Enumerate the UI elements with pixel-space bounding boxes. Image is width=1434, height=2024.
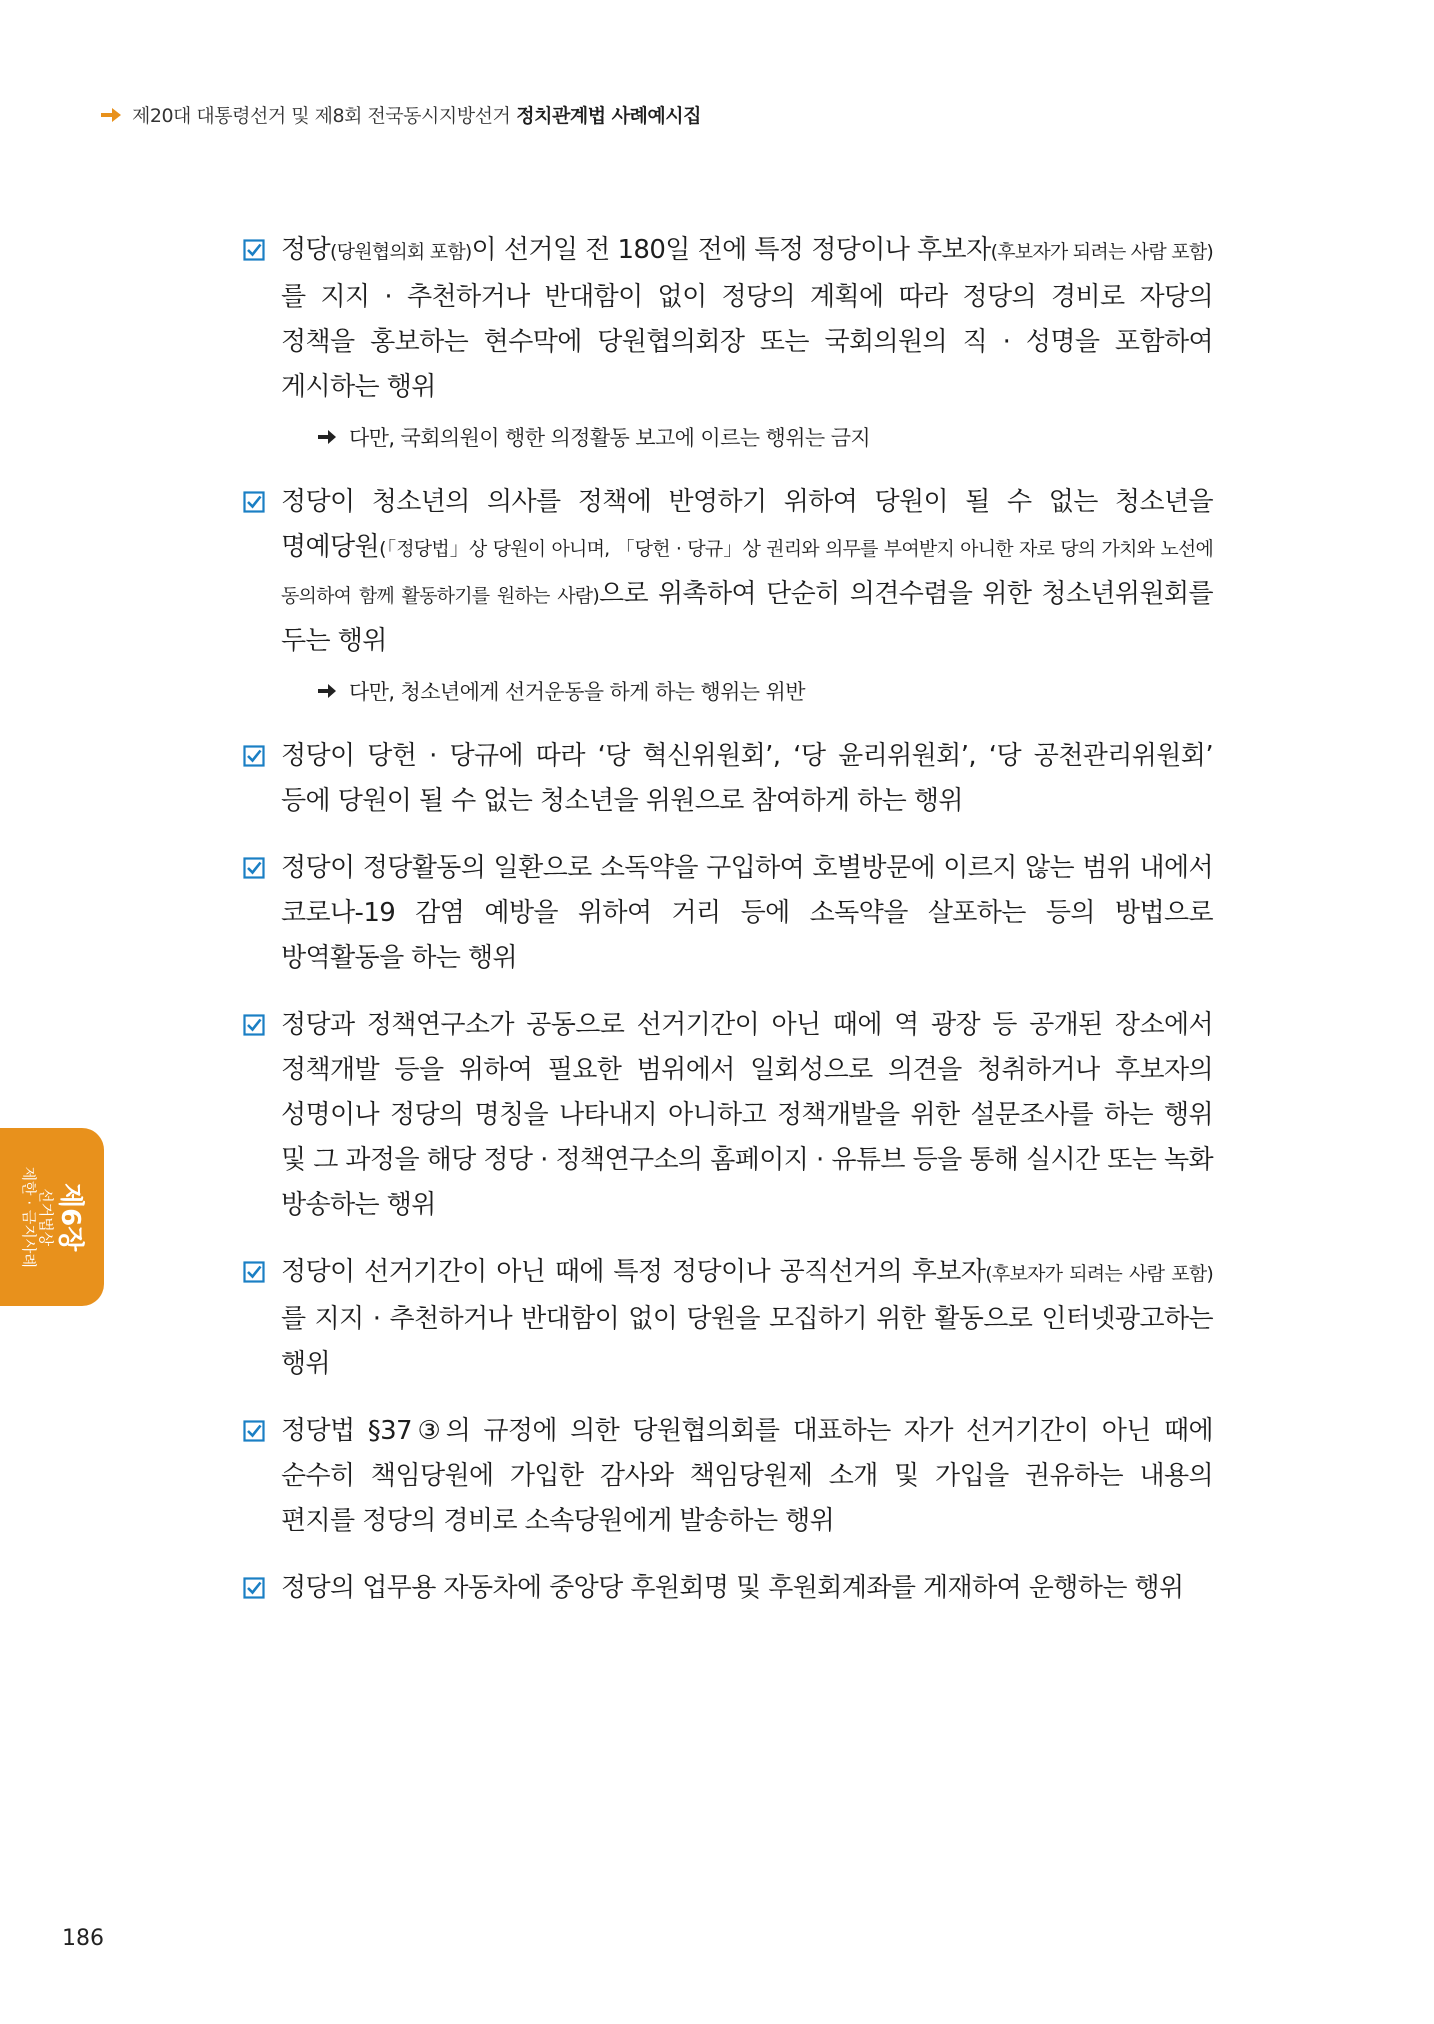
- list-item: [243, 480, 1213, 706]
- header-title-bold: 정치관계법 사례예시집: [516, 105, 701, 127]
- item-text: 정당(당원협의회 포함)이 선거일 전 180일 전에 특정 정당이나 후보자(후보자가 되려는 사람 포함)를 지지 · 추천하거나 반대함이 없이 정당의 계획에 따라 정당의 경비로 자당의 정책을 홍보하는 현수막에 당원협의회장 또는 국회의원의 직 · 성명을 포함하여 게시하는 행위: [281, 235, 1213, 402]
- list-item: [243, 1566, 1213, 1611]
- list-item: [243, 734, 1213, 824]
- item-note: [317, 676, 1213, 706]
- item-text: 정당이 청소년의 의사를 정책에 반영하기 위하여 당원이 될 수 없는 청소년을 명예당원(「정당법」상 당원이 아니며, 「당헌 · 당규」상 권리와 의무를 부여받지 아니한 자로 당의 가치와 노선에 동의하여 함께 활동하기를 원하는 사람)으로 위촉하여 단순히 의견수렴을 위한 청소년위원회를 두는 행위: [281, 487, 1213, 656]
- arrow-right-icon: [100, 106, 122, 124]
- chapter-subtitle-1: 선거법상: [37, 1188, 56, 1246]
- page-number: 186: [62, 1926, 104, 1951]
- header-title: 제20대 대통령선거 및 제8회 전국동시지방선거: [132, 105, 511, 127]
- note-text: 다만, 국회의원이 행한 의정활동 보고에 이르는 행위는 금지: [349, 426, 871, 450]
- item-text: 정당이 정당활동의 일환으로 소독약을 구입하여 호별방문에 이르지 않는 범위 내에서 코로나-19 감염 예방을 위하여 거리 등에 소독약을 살포하는 등의 방법으로 방역활동을 하는 행위: [281, 853, 1213, 973]
- checkbox-checked-icon: [243, 857, 265, 879]
- content-list: [243, 228, 1213, 1611]
- item-text: 정당의 업무용 자동차에 중앙당 후원회명 및 후원회계좌를 게재하여 운행하는 행위: [281, 1573, 1184, 1603]
- checkbox-checked-icon: [243, 1261, 265, 1283]
- list-item: [243, 1409, 1213, 1544]
- checkbox-checked-icon: [243, 1577, 265, 1599]
- running-header: [100, 101, 701, 128]
- arrow-right-icon: [317, 428, 337, 446]
- item-text: 정당이 당헌 · 당규에 따라 ‘당 혁신위원회’, ‘당 윤리위원회’, ‘당 공천관리위원회’ 등에 당원이 될 수 없는 청소년을 위원으로 참여하게 하는 행위: [281, 741, 1213, 816]
- chapter-label: 제6장: [55, 1182, 86, 1252]
- arrow-right-icon: [317, 682, 337, 700]
- list-item: [243, 1003, 1213, 1228]
- note-text: 다만, 청소년에게 선거운동을 하게 하는 행위는 위반: [349, 680, 805, 704]
- item-text: 정당이 선거기간이 아닌 때에 특정 정당이나 공직선거의 후보자(후보자가 되려는 사람 포함)를 지지 · 추천하거나 반대함이 없이 당원을 모집하기 위한 활동으로 인터넷광고하는 행위: [281, 1257, 1213, 1379]
- list-item: [243, 846, 1213, 981]
- list-item: [243, 1250, 1213, 1387]
- chapter-subtitle-2: 제한 · 금지사례: [20, 1166, 39, 1268]
- chapter-side-tab: [0, 1128, 104, 1306]
- item-text: 정당과 정책연구소가 공동으로 선거기간이 아닌 때에 역 광장 등 공개된 장소에서 정책개발 등을 위하여 필요한 범위에서 일회성으로 의견을 청취하거나 후보자의 성명이나 정당의 명칭을 나타내지 아니하고 정책개발을 위한 설문조사를 하는 행위 및 그 과정을 해당 정당 · 정책연구소의 홈페이지 · 유튜브 등을 통해 실시간 또는 녹화 방송하는 행위: [281, 1010, 1213, 1220]
- item-note: [317, 422, 1213, 452]
- checkbox-checked-icon: [243, 491, 265, 513]
- checkbox-checked-icon: [243, 1420, 265, 1442]
- list-item: [243, 228, 1213, 452]
- checkbox-checked-icon: [243, 745, 265, 767]
- item-text: 정당법 §37③의 규정에 의한 당원협의회를 대표하는 자가 선거기간이 아닌 때에 순수히 책임당원에 가입한 감사와 책임당원제 소개 및 가입을 권유하는 내용의 편지를 정당의 경비로 소속당원에게 발송하는 행위: [281, 1416, 1213, 1536]
- checkbox-checked-icon: [243, 1014, 265, 1036]
- checkbox-checked-icon: [243, 239, 265, 261]
